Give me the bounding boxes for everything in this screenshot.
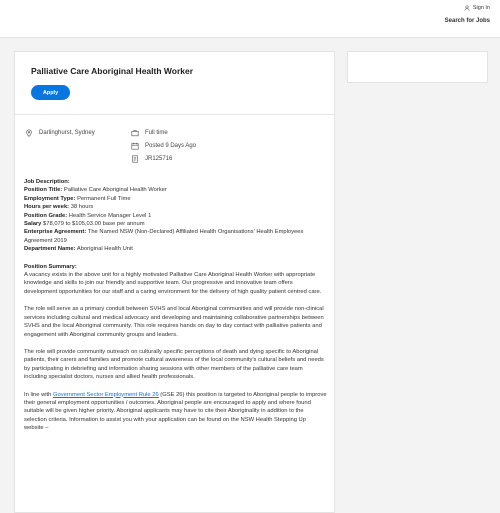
location-text: Darlinghurst, Sydney — [39, 130, 95, 136]
divider — [15, 114, 334, 115]
field-department: Department Name: Aboriginal Health Unit — [24, 246, 133, 253]
summary-heading: Position Summary: — [24, 263, 77, 270]
sign-in-label: Sign In — [472, 5, 490, 11]
req-id-text: JR125716 — [145, 156, 173, 162]
document-icon — [131, 155, 139, 163]
job-description — [24, 178, 327, 442]
summary-paragraph-1: A vacancy exists in the above unit for a highly motivated Palliative Care Aboriginal Health Worker with appropriate knowledge and skills to join our friendly and supportive team. Our progressive and innovative team offers development opportunities for our staff and a caring environment for the delivery of high quality patient centred care. — [24, 272, 322, 295]
sign-in-link[interactable] — [464, 5, 490, 11]
location-pin-icon — [25, 129, 33, 137]
search-jobs-link[interactable]: Search for Jobs — [444, 18, 490, 24]
job-time-type — [131, 129, 168, 137]
field-salary: Salary $78,079 to $105,03.00 base per annum — [24, 221, 145, 228]
job-req-id — [131, 155, 172, 163]
briefcase-icon — [131, 129, 139, 137]
job-details-card — [14, 51, 335, 513]
user-icon — [464, 5, 470, 11]
field-position-grade: Position Grade: Health Service Manager Level 1 — [24, 212, 152, 219]
field-hours: Hours per week: 38 hours — [24, 204, 94, 211]
job-location — [25, 129, 95, 137]
summary-paragraph-4: In line with Government Sector Employment Rule 26 (GSE 26) this position is targeted to Aboriginal people to improve their general employment opportunities / outcomes. Aboriginal people are encouraged to apply and where found suitable will be given higher priority. Aboriginal applicants may have to cite their Aboriginality in addition to the selection criteria. Information to assist you with your application can be found on the NSW Health Stepping Up website – — [24, 391, 327, 432]
time-type-text: Full time — [145, 130, 168, 136]
calendar-icon — [131, 142, 139, 150]
field-position-title: Position Title: Palliative Care Aboriginal Health Worker — [24, 187, 167, 194]
description-heading: Job Description: — [24, 179, 70, 185]
gse-rule-link[interactable]: Government Sector Employment Rule 26 — [53, 391, 159, 398]
top-bar — [0, 0, 500, 38]
summary-paragraph-3: The role will provide community outreach on culturally specific perceptions of death and dying specific to Aboriginal patients, their carers and families and promote cultural awareness of the local community's cultural beliefs and needs by participating in debriefing and information sharing sessions with other members of the palliative care team including specialist doctors, nurses and allied health professionals. — [24, 348, 324, 381]
job-posted — [131, 142, 196, 150]
summary-paragraph-2: The role will serve as a primary conduit between SVHS and local Aboriginal communities and will provide non-clinical services including cultural and medical advocacy and developing and maintaining collaborative partnerships between SVHS and the local Aboriginal community. This role requires hands on day to day contact with palliative patients and engagement with Aboriginal community groups and leaders. — [24, 306, 324, 338]
posted-text: Posted 9 Days Ago — [145, 143, 197, 149]
apply-button[interactable]: Apply — [31, 85, 70, 100]
job-title: Palliative Care Aboriginal Health Worker — [31, 66, 194, 76]
side-panel — [347, 51, 488, 83]
field-enterprise-agreement: Enterprise Agreement: The Named NSW (Non-Declared) Affiliated Health Organisations' Health Employees Agreement 2019 — [24, 229, 304, 244]
field-employment-type: Employment Type: Permanent Full Time — [24, 195, 131, 202]
